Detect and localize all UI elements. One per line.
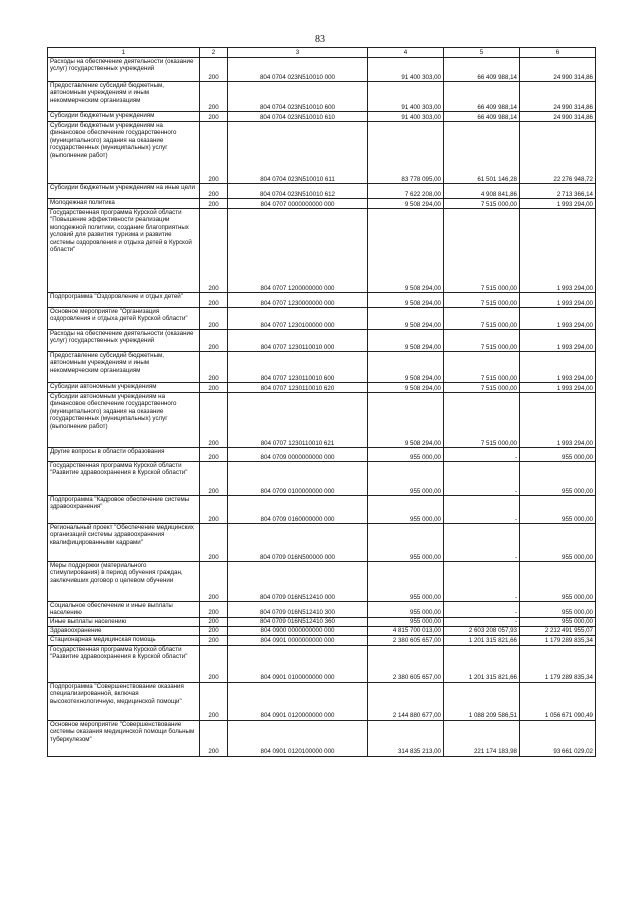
cell-c5: 1 201 315 821,66 bbox=[444, 635, 520, 645]
cell-gr: 200 bbox=[200, 682, 228, 720]
cell-code: 804 0901 0000000000 000 bbox=[228, 635, 368, 645]
cell-gr: 200 bbox=[200, 58, 228, 82]
cell-c6: 1 993 294,00 bbox=[520, 293, 596, 308]
table-row bbox=[48, 462, 596, 496]
cell-gr: 200 bbox=[200, 209, 228, 293]
cell-c5: 1 088 209 586,51 bbox=[444, 682, 520, 720]
cell-c4: 955 000,00 bbox=[368, 602, 444, 618]
cell-code: 804 0709 0100000000 000 bbox=[228, 462, 368, 496]
cell-c4: 91 400 303,00 bbox=[368, 82, 444, 112]
cell-gr: 200 bbox=[200, 82, 228, 112]
table-row bbox=[48, 199, 596, 209]
cell-code: 804 0709 016N512410 360 bbox=[228, 617, 368, 626]
header-cell: 3 bbox=[228, 48, 368, 58]
cell-c6: 93 661 029,02 bbox=[520, 720, 596, 756]
cell-c6: 955 000,00 bbox=[520, 448, 596, 462]
table-row bbox=[48, 209, 596, 293]
budget-execution-table bbox=[47, 47, 596, 757]
cell-c4: 9 508 294,00 bbox=[368, 330, 444, 352]
cell-c5: 7 515 000,00 bbox=[444, 308, 520, 330]
table-row bbox=[48, 720, 596, 756]
cell-c6: 955 000,00 bbox=[520, 602, 596, 618]
cell-c6: 1 993 294,00 bbox=[520, 330, 596, 352]
cell-gr: 200 bbox=[200, 352, 228, 383]
cell-c4: 955 000,00 bbox=[368, 524, 444, 562]
cell-c4: 955 000,00 bbox=[368, 562, 444, 602]
cell-c5: - bbox=[444, 617, 520, 626]
cell-name: Субсидии автономным учреждениям на финансовое обеспечение государственного (муниципального) задания на оказание государственных (муниципальных) услуг (выполнение работ) bbox=[48, 393, 200, 448]
cell-c6: 24 990 314,86 bbox=[520, 82, 596, 112]
cell-gr: 200 bbox=[200, 562, 228, 602]
cell-name: Социальное обеспечение и иные выплаты населению bbox=[48, 602, 200, 618]
cell-c6: 1 056 671 090,49 bbox=[520, 682, 596, 720]
cell-c5: - bbox=[444, 562, 520, 602]
table-row bbox=[48, 626, 596, 635]
cell-c5: - bbox=[444, 448, 520, 462]
cell-name: Государственная программа Курской области "Развитие здравоохранения в Курской области" bbox=[48, 645, 200, 682]
cell-code: 804 0707 1200000000 000 bbox=[228, 209, 368, 293]
table-row bbox=[48, 82, 596, 112]
cell-c4: 2 380 605 657,00 bbox=[368, 645, 444, 682]
cell-c5: 61 501 146,28 bbox=[444, 122, 520, 184]
cell-gr: 200 bbox=[200, 635, 228, 645]
cell-code: 804 0707 1230110010 621 bbox=[228, 393, 368, 448]
cell-c6: 1 179 289 835,34 bbox=[520, 635, 596, 645]
cell-gr: 200 bbox=[200, 462, 228, 496]
cell-c4: 83 778 095,00 bbox=[368, 122, 444, 184]
cell-c4: 9 508 294,00 bbox=[368, 209, 444, 293]
cell-c5: 66 409 988,14 bbox=[444, 112, 520, 122]
cell-gr: 200 bbox=[200, 184, 228, 199]
cell-code: 804 0707 1230100000 000 bbox=[228, 308, 368, 330]
cell-name: Меры поддержки (материального стимулирования) в период обучения граждан, заключивших договор о целевом обучении bbox=[48, 562, 200, 602]
cell-gr: 200 bbox=[200, 293, 228, 308]
cell-code: 804 0901 0120100000 000 bbox=[228, 720, 368, 756]
cell-c6: 24 990 314,86 bbox=[520, 112, 596, 122]
cell-code: 804 0709 0160000000 000 bbox=[228, 496, 368, 524]
cell-gr: 200 bbox=[200, 524, 228, 562]
cell-c5: 4 908 841,86 bbox=[444, 184, 520, 199]
cell-gr: 200 bbox=[200, 645, 228, 682]
table-row bbox=[48, 448, 596, 462]
cell-gr: 200 bbox=[200, 448, 228, 462]
cell-c5: 7 515 000,00 bbox=[444, 352, 520, 383]
cell-c5: 66 409 988,14 bbox=[444, 58, 520, 82]
cell-code: 804 0704 023N510010 611 bbox=[228, 122, 368, 184]
cell-gr: 200 bbox=[200, 122, 228, 184]
cell-name: Здравоохранение bbox=[48, 626, 200, 635]
cell-c5: 7 515 000,00 bbox=[444, 383, 520, 393]
cell-c4: 955 000,00 bbox=[368, 448, 444, 462]
cell-gr: 200 bbox=[200, 308, 228, 330]
table-row bbox=[48, 682, 596, 720]
cell-c5: 7 515 000,00 bbox=[444, 393, 520, 448]
cell-name: Расходы на обеспечение деятельности (оказание услуг) государственных учреждений bbox=[48, 58, 200, 82]
cell-name: Субсидии автономным учреждениям bbox=[48, 383, 200, 393]
cell-code: 804 0707 1230110010 620 bbox=[228, 383, 368, 393]
cell-c5: - bbox=[444, 462, 520, 496]
header-cell: 4 bbox=[368, 48, 444, 58]
cell-name: Государственная программа Курской области "Повышение эффективности реализации молодежной политики, создание благоприятных условий для развития туризма и развитие системы оздоровления и отдыха детей в Курской области" bbox=[48, 209, 200, 293]
cell-name: Субсидии бюджетным учреждениям bbox=[48, 112, 200, 122]
cell-c6: 955 000,00 bbox=[520, 617, 596, 626]
cell-c4: 91 400 303,00 bbox=[368, 112, 444, 122]
cell-code: 804 0709 016N512410 000 bbox=[228, 562, 368, 602]
cell-code: 804 0704 023N510010 610 bbox=[228, 112, 368, 122]
cell-name: Предоставление субсидий бюджетным, автономным учреждениям и иным некоммерческим организациям bbox=[48, 82, 200, 112]
cell-code: 804 0704 023N510010 000 bbox=[228, 58, 368, 82]
cell-c4: 2 380 605 657,00 bbox=[368, 635, 444, 645]
cell-code: 804 0901 0100000000 000 bbox=[228, 645, 368, 682]
cell-c6: 955 000,00 bbox=[520, 496, 596, 524]
cell-c4: 955 000,00 bbox=[368, 462, 444, 496]
cell-c6: 955 000,00 bbox=[520, 562, 596, 602]
cell-c4: 9 508 294,00 bbox=[368, 308, 444, 330]
cell-code: 804 0707 1230110010 600 bbox=[228, 352, 368, 383]
cell-name: Молодежная политика bbox=[48, 199, 200, 209]
cell-gr: 200 bbox=[200, 112, 228, 122]
cell-gr: 200 bbox=[200, 383, 228, 393]
header-cell: 5 bbox=[444, 48, 520, 58]
cell-c5: 66 409 988,14 bbox=[444, 82, 520, 112]
cell-gr: 200 bbox=[200, 626, 228, 635]
cell-c5: - bbox=[444, 524, 520, 562]
cell-c4: 9 508 294,00 bbox=[368, 352, 444, 383]
cell-c5: 7 515 000,00 bbox=[444, 293, 520, 308]
cell-c4: 9 508 294,00 bbox=[368, 393, 444, 448]
header-cell: 1 bbox=[48, 48, 200, 58]
cell-gr: 200 bbox=[200, 602, 228, 618]
cell-code: 804 0709 016N500000 000 bbox=[228, 524, 368, 562]
cell-c6: 1 993 294,00 bbox=[520, 383, 596, 393]
page-number: 83 bbox=[315, 34, 325, 45]
cell-gr: 200 bbox=[200, 330, 228, 352]
cell-name: Государственная программа Курской области "Развитие здравоохранения в Курской области" bbox=[48, 462, 200, 496]
cell-c6: 955 000,00 bbox=[520, 524, 596, 562]
cell-code: 804 0709 016N512410 300 bbox=[228, 602, 368, 618]
cell-name: Иные выплаты населению bbox=[48, 617, 200, 626]
cell-c6: 955 000,00 bbox=[520, 462, 596, 496]
cell-name: Подпрограмма "Оздоровление и отдых детей" bbox=[48, 293, 200, 308]
cell-c5: 2 603 208 057,93 bbox=[444, 626, 520, 635]
cell-name: Подпрограмма "Кадровое обеспечение системы здравоохранения" bbox=[48, 496, 200, 524]
cell-gr: 200 bbox=[200, 199, 228, 209]
cell-c4: 9 508 294,00 bbox=[368, 293, 444, 308]
table-row bbox=[48, 617, 596, 626]
cell-c4: 955 000,00 bbox=[368, 496, 444, 524]
table-row bbox=[48, 602, 596, 618]
table-row bbox=[48, 635, 596, 645]
table-row bbox=[48, 562, 596, 602]
table-row bbox=[48, 645, 596, 682]
table-row bbox=[48, 383, 596, 393]
cell-c6: 24 990 314,86 bbox=[520, 58, 596, 82]
cell-c4: 955 000,00 bbox=[368, 617, 444, 626]
table-row bbox=[48, 122, 596, 184]
cell-name: Субсидии бюджетным учреждениям на иные цели bbox=[48, 184, 200, 199]
cell-c6: 22 276 948,72 bbox=[520, 122, 596, 184]
cell-name: Другие вопросы в области образования bbox=[48, 448, 200, 462]
cell-name: Подпрограмма "Совершенствование оказания специализированной, включая высокотехнологичную, медицинской помощи" bbox=[48, 682, 200, 720]
table-row bbox=[48, 308, 596, 330]
cell-c4: 2 144 880 677,00 bbox=[368, 682, 444, 720]
cell-c4: 7 622 208,00 bbox=[368, 184, 444, 199]
cell-c6: 1 993 294,00 bbox=[520, 209, 596, 293]
cell-code: 804 0707 1230000000 000 bbox=[228, 293, 368, 308]
cell-c4: 314 835 213,00 bbox=[368, 720, 444, 756]
table-row bbox=[48, 184, 596, 199]
cell-name: Стационарная медицинская помощь bbox=[48, 635, 200, 645]
table-header-row bbox=[48, 48, 596, 58]
cell-c5: - bbox=[444, 496, 520, 524]
cell-c4: 91 400 303,00 bbox=[368, 58, 444, 82]
table-row bbox=[48, 58, 596, 82]
header-cell: 2 bbox=[200, 48, 228, 58]
cell-c6: 2 212 491 955,07 bbox=[520, 626, 596, 635]
cell-c5: 7 515 000,00 bbox=[444, 209, 520, 293]
cell-code: 804 0704 023N510010 612 bbox=[228, 184, 368, 199]
cell-c5: - bbox=[444, 602, 520, 618]
cell-c5: 221 174 183,98 bbox=[444, 720, 520, 756]
header-cell: 6 bbox=[520, 48, 596, 58]
cell-code: 804 0709 0000000000 000 bbox=[228, 448, 368, 462]
cell-c6: 1 993 294,00 bbox=[520, 199, 596, 209]
table-row bbox=[48, 496, 596, 524]
cell-gr: 200 bbox=[200, 720, 228, 756]
cell-name: Основное мероприятие "Организация оздоровления и отдыха детей Курской области" bbox=[48, 308, 200, 330]
table-row bbox=[48, 330, 596, 352]
cell-c5: 1 201 315 821,66 bbox=[444, 645, 520, 682]
cell-gr: 200 bbox=[200, 393, 228, 448]
table-row bbox=[48, 112, 596, 122]
cell-c6: 1 993 294,00 bbox=[520, 393, 596, 448]
cell-gr: 200 bbox=[200, 617, 228, 626]
table-row bbox=[48, 524, 596, 562]
table-row bbox=[48, 352, 596, 383]
cell-name: Субсидии бюджетным учреждениям на финансовое обеспечение государственного (муниципального) задания на оказание государственных (муниципальных) услуг (выполнение работ) bbox=[48, 122, 200, 184]
cell-c6: 1 993 294,00 bbox=[520, 308, 596, 330]
cell-c6: 2 713 366,14 bbox=[520, 184, 596, 199]
cell-name: Предоставление субсидий бюджетным, автономным учреждениям и иным некоммерческим организациям bbox=[48, 352, 200, 383]
cell-c5: 7 515 000,00 bbox=[444, 199, 520, 209]
cell-c6: 1 993 294,00 bbox=[520, 352, 596, 383]
cell-name: Расходы на обеспечение деятельности (оказание услуг) государственных учреждений bbox=[48, 330, 200, 352]
cell-c6: 1 179 289 835,34 bbox=[520, 645, 596, 682]
cell-name: Региональный проект "Обеспечение медицинских организаций системы здравоохранения квалифицированными кадрами" bbox=[48, 524, 200, 562]
cell-c4: 9 508 294,00 bbox=[368, 199, 444, 209]
cell-code: 804 0900 0000000000 000 bbox=[228, 626, 368, 635]
cell-code: 804 0707 1230110010 000 bbox=[228, 330, 368, 352]
cell-code: 804 0901 0120000000 000 bbox=[228, 682, 368, 720]
cell-gr: 200 bbox=[200, 496, 228, 524]
table-row bbox=[48, 293, 596, 308]
cell-c4: 9 508 294,00 bbox=[368, 383, 444, 393]
cell-code: 804 0704 023N510010 600 bbox=[228, 82, 368, 112]
cell-c4: 4 815 700 013,00 bbox=[368, 626, 444, 635]
cell-name: Основное мероприятие "Совершенствование системы оказания медицинской помощи больным туберкулезом" bbox=[48, 720, 200, 756]
cell-code: 804 0707 0000000000 000 bbox=[228, 199, 368, 209]
cell-c5: 7 515 000,00 bbox=[444, 330, 520, 352]
table-row bbox=[48, 393, 596, 448]
